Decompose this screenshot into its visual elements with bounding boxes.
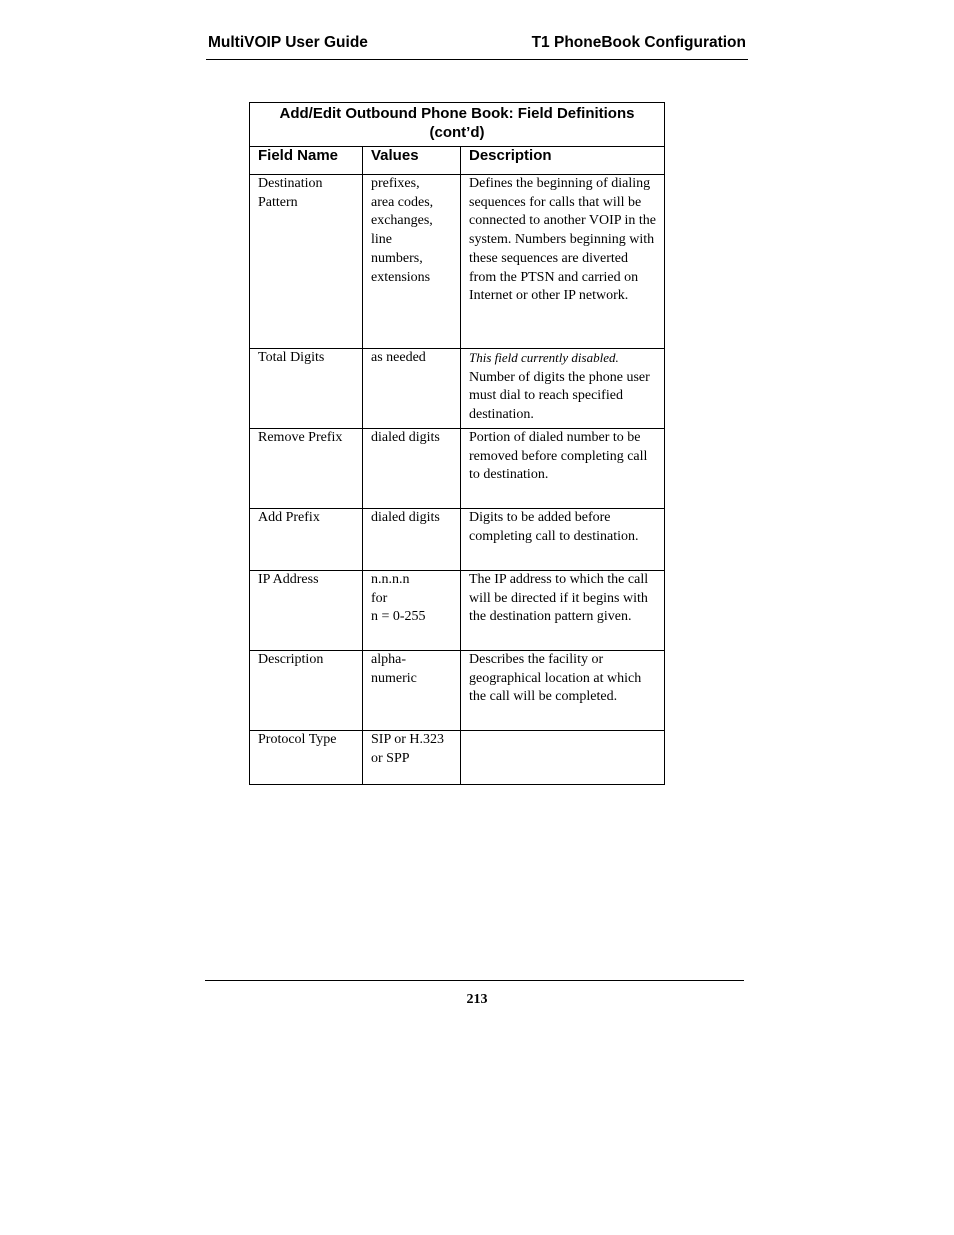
table-title-line-2: (cont’d) <box>429 124 485 141</box>
table-row <box>250 731 665 785</box>
table-title-line-1: Add/Edit Outbound Phone Book: Field Definitions <box>279 105 635 122</box>
table-row <box>250 349 665 429</box>
field-definitions-table <box>249 102 665 785</box>
description-cell: This field currently disabled. Number of digits the phone user must dial to reach specified destination. <box>461 349 665 429</box>
description-cell: Describes the facility or geographical location at which the call will be completed. <box>461 651 665 731</box>
description-cell <box>461 731 665 785</box>
values-cell: dialed digits <box>363 509 461 571</box>
field-name-cell: IP Address <box>250 571 363 651</box>
values-cell: as needed <box>363 349 461 429</box>
page-number: 213 <box>466 992 488 1007</box>
guide-title: MultiVOIP User Guide <box>208 34 368 51</box>
field-name-cell: Add Prefix <box>250 509 363 571</box>
column-header-values: Values <box>363 147 461 175</box>
page-header <box>206 33 748 60</box>
values-cell: n.n.n.n for n = 0-255 <box>363 571 461 651</box>
section-title: T1 PhoneBook Configuration <box>531 34 746 51</box>
column-header-field-name: Field Name <box>250 147 363 175</box>
field-name-cell: Destination Pattern <box>250 175 363 349</box>
field-name-cell: Protocol Type <box>250 731 363 785</box>
column-header-description: Description <box>461 147 665 175</box>
footer-divider <box>205 980 744 981</box>
values-cell: SIP or H.323 or SPP <box>363 731 461 785</box>
description-cell: Portion of dialed number to be removed before completing call to destination. <box>461 429 665 509</box>
field-name-cell: Remove Prefix <box>250 429 363 509</box>
column-header-row <box>250 147 665 175</box>
table-row <box>250 571 665 651</box>
table-title-row <box>250 103 665 147</box>
table-title <box>250 103 665 147</box>
description-cell: Digits to be added before completing call to destination. <box>461 509 665 571</box>
values-cell: dialed digits <box>363 429 461 509</box>
table-row <box>250 175 665 349</box>
disabled-note: This field currently disabled. <box>469 350 619 365</box>
values-cell: prefixes, area codes, exchanges, line numbers, extensions <box>363 175 461 349</box>
values-cell: alpha- numeric <box>363 651 461 731</box>
table-row <box>250 429 665 509</box>
field-name-cell: Total Digits <box>250 349 363 429</box>
field-name-cell: Description <box>250 651 363 731</box>
table-row <box>250 651 665 731</box>
description-cell: Defines the beginning of dialing sequences for calls that will be connected to another VOIP in the system. Numbers beginning with these sequences are diverted from the PTSN and carried on Internet or other IP network. <box>461 175 665 349</box>
description-cell: The IP address to which the call will be directed if it begins with the destination pattern given. <box>461 571 665 651</box>
table-row <box>250 509 665 571</box>
